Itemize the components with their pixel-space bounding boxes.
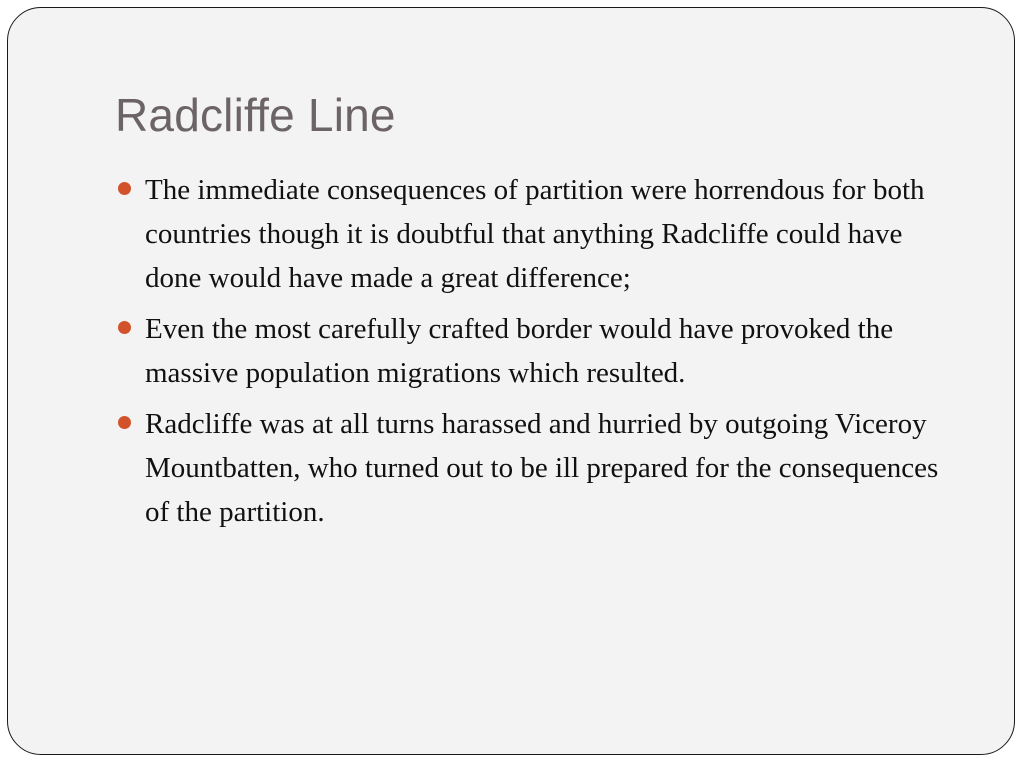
bullet-item [115, 402, 945, 534]
bullet-text: The immediate consequences of partition were horrendous for both countries though it is doubtful that anything Radcliffe could have done would have made a great difference; [145, 174, 925, 294]
bullet-item [115, 307, 945, 395]
bullet-text: Even the most carefully crafted border would have provoked the massive population migrations which resulted. [145, 313, 894, 389]
bullet-dot-icon [118, 321, 131, 334]
slide-frame [7, 7, 1015, 755]
bullet-dot-icon [118, 182, 131, 195]
bullet-text: Radcliffe was at all turns harassed and hurried by outgoing Viceroy Mountbatten, who turned out to be ill prepared for the consequences of the partition. [145, 408, 939, 528]
bullet-item [115, 168, 945, 300]
bullet-list [115, 168, 945, 541]
bullet-dot-icon [118, 416, 131, 429]
slide-title: Radcliffe Line [115, 89, 396, 141]
